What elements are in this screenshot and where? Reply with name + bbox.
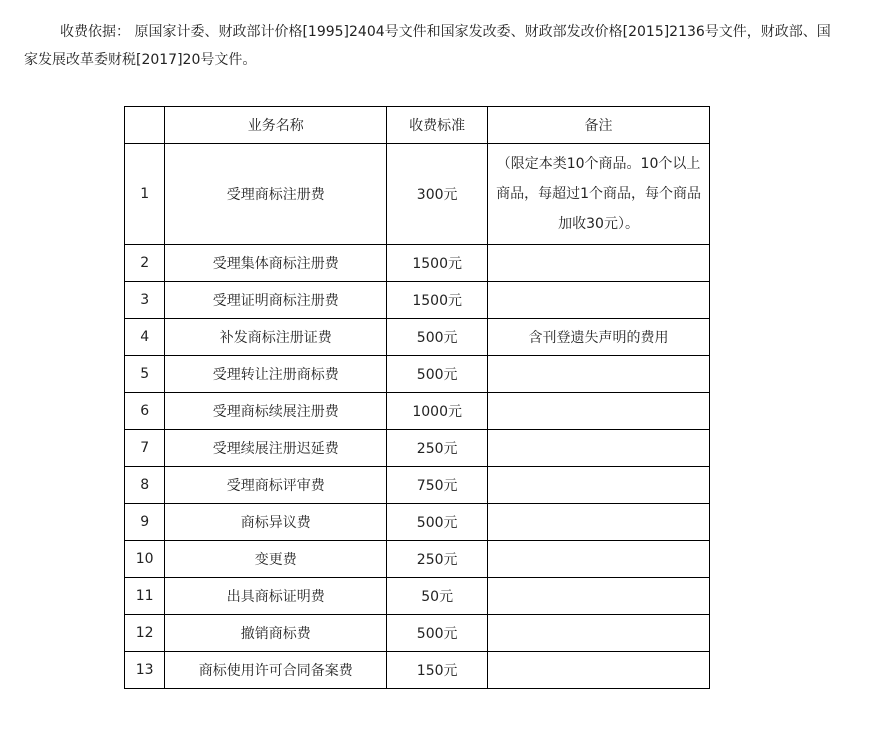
row-service-name: 受理续展注册迟延费 bbox=[165, 430, 387, 467]
row-number: 2 bbox=[125, 245, 165, 282]
row-fee: 50元 bbox=[387, 578, 488, 615]
row-service-name: 受理证明商标注册费 bbox=[165, 282, 387, 319]
table-row bbox=[125, 393, 710, 430]
header-remarks: 备注 bbox=[488, 107, 710, 144]
table-row bbox=[125, 541, 710, 578]
table-row bbox=[125, 504, 710, 541]
table-row bbox=[125, 467, 710, 504]
row-remark bbox=[488, 578, 710, 615]
row-service-name: 撤销商标费 bbox=[165, 615, 387, 652]
row-fee: 750元 bbox=[387, 467, 488, 504]
row-service-name: 受理商标注册费 bbox=[165, 144, 387, 245]
row-remark bbox=[488, 467, 710, 504]
row-fee: 250元 bbox=[387, 541, 488, 578]
header-number bbox=[125, 107, 165, 144]
table-row bbox=[125, 652, 710, 689]
row-number: 8 bbox=[125, 467, 165, 504]
row-remark bbox=[488, 282, 710, 319]
row-number: 10 bbox=[125, 541, 165, 578]
row-number: 4 bbox=[125, 319, 165, 356]
row-fee: 500元 bbox=[387, 504, 488, 541]
row-service-name: 商标异议费 bbox=[165, 504, 387, 541]
row-number: 9 bbox=[125, 504, 165, 541]
row-remark: （限定本类10个商品。10个以上商品，每超过1个商品，每个商品加收30元）。 bbox=[488, 144, 710, 245]
row-remark bbox=[488, 504, 710, 541]
row-service-name: 受理转让注册商标费 bbox=[165, 356, 387, 393]
row-service-name: 商标使用许可合同备案费 bbox=[165, 652, 387, 689]
row-remark bbox=[488, 652, 710, 689]
row-number: 5 bbox=[125, 356, 165, 393]
row-service-name: 受理商标评审费 bbox=[165, 467, 387, 504]
row-service-name: 受理集体商标注册费 bbox=[165, 245, 387, 282]
row-number: 7 bbox=[125, 430, 165, 467]
row-fee: 1000元 bbox=[387, 393, 488, 430]
row-number: 6 bbox=[125, 393, 165, 430]
header-service-name: 业务名称 bbox=[165, 107, 387, 144]
table-row bbox=[125, 356, 710, 393]
row-remark bbox=[488, 541, 710, 578]
table-row bbox=[125, 282, 710, 319]
table-row bbox=[125, 615, 710, 652]
row-fee: 150元 bbox=[387, 652, 488, 689]
row-number: 11 bbox=[125, 578, 165, 615]
row-fee: 500元 bbox=[387, 615, 488, 652]
row-service-name: 补发商标注册证费 bbox=[165, 319, 387, 356]
row-remark bbox=[488, 615, 710, 652]
table-header-row bbox=[125, 107, 710, 144]
row-fee: 300元 bbox=[387, 144, 488, 245]
row-remark bbox=[488, 245, 710, 282]
row-service-name: 变更费 bbox=[165, 541, 387, 578]
table-row bbox=[125, 245, 710, 282]
row-number: 1 bbox=[125, 144, 165, 245]
row-remark bbox=[488, 430, 710, 467]
row-fee: 1500元 bbox=[387, 245, 488, 282]
table-row bbox=[125, 578, 710, 615]
row-remark bbox=[488, 393, 710, 430]
row-remark bbox=[488, 356, 710, 393]
table-row bbox=[125, 319, 710, 356]
header-fee-standard: 收费标准 bbox=[387, 107, 488, 144]
row-number: 12 bbox=[125, 615, 165, 652]
row-number: 13 bbox=[125, 652, 165, 689]
row-service-name: 受理商标续展注册费 bbox=[165, 393, 387, 430]
row-fee: 250元 bbox=[387, 430, 488, 467]
table-row bbox=[125, 430, 710, 467]
table-row bbox=[125, 144, 710, 245]
row-service-name: 出具商标证明费 bbox=[165, 578, 387, 615]
fee-basis-paragraph: 收费依据： 原国家计委、财政部计价格[1995]2404号文件和国家发改委、财政部发改价格[2015]2136号文件，财政部、国家发展改革委财税[2017]20号文件。 bbox=[24, 24, 831, 68]
fee-table bbox=[124, 106, 710, 689]
row-fee: 1500元 bbox=[387, 282, 488, 319]
row-number: 3 bbox=[125, 282, 165, 319]
row-fee: 500元 bbox=[387, 356, 488, 393]
row-remark: 含刊登遗失声明的费用 bbox=[488, 319, 710, 356]
row-fee: 500元 bbox=[387, 319, 488, 356]
